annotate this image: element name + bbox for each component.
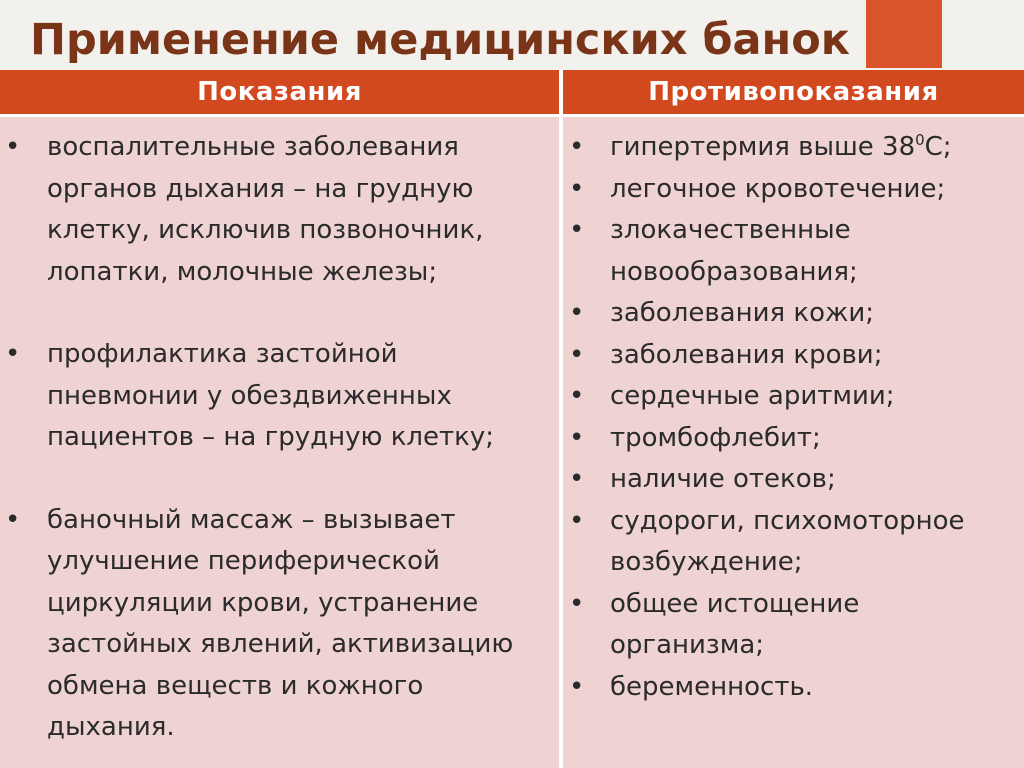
bullet-icon: •	[569, 381, 585, 411]
contraindication-text: легочное кровотечение;	[610, 173, 946, 204]
bullet-icon: •	[569, 339, 585, 370]
list-item	[0, 127, 559, 293]
contraindication-text: беременность.	[610, 671, 814, 702]
slide-title: Применение медицинских банок	[30, 15, 850, 65]
contraindication-text: заболевания кожи;	[610, 298, 875, 328]
indication-text: воспалительные заболевания органов дыхания – на грудную клетку, исключив позвоночник, лопатки, молочные железы;	[47, 132, 484, 287]
contraindication-text: наличие отеков;	[610, 464, 836, 494]
contraindication-text: общее истощение организма;	[610, 588, 860, 660]
contraindication-text: злокачественные новообразования;	[610, 215, 858, 287]
list-item	[563, 169, 1024, 211]
list-item	[563, 376, 1024, 418]
list-item	[563, 127, 1024, 169]
column-divider	[559, 70, 563, 768]
hyperthermia-text: гипертермия выше 38	[610, 132, 916, 162]
list-item	[563, 501, 1024, 584]
decorative-accent-square	[866, 0, 942, 68]
list-item	[563, 418, 1024, 460]
contraindication-text: сердечные аритмии;	[610, 381, 895, 411]
contraindication-text: заболевания крови;	[610, 339, 883, 370]
list-item	[563, 293, 1024, 335]
degree-superscript: 0	[915, 131, 925, 149]
bullet-icon: •	[569, 132, 585, 162]
list-item	[563, 459, 1024, 501]
contraindication-text: тромбофлебит;	[610, 422, 821, 453]
header-indications: Показания	[0, 70, 559, 114]
contraindications-list	[563, 127, 1024, 708]
contraindication-text: судороги, психомоторное возбуждение;	[610, 505, 965, 577]
bullet-icon: •	[569, 671, 585, 702]
indication-text: баночный массаж – вызывает улучшение периферической циркуляции крови, устранение застойных явлений, активизацию обмена веществ и кожного дыхания.	[47, 504, 514, 742]
bullet-icon: •	[569, 173, 585, 204]
row-divider	[0, 114, 1024, 117]
temperature-unit: С;	[924, 132, 952, 162]
list-item	[0, 500, 559, 749]
list-item	[563, 667, 1024, 709]
table-header-row	[0, 70, 1024, 116]
bullet-icon: •	[5, 504, 21, 535]
bullet-icon: •	[5, 339, 21, 369]
bullet-icon: •	[5, 132, 21, 162]
bullet-icon: •	[569, 588, 585, 619]
indications-list	[0, 127, 559, 768]
header-contraindications: Противопоказания	[563, 70, 1024, 114]
list-item	[563, 584, 1024, 667]
indication-text: профилактика застойной пневмонии у обездвиженных пациентов – на грудную клетку;	[47, 339, 495, 452]
bullet-icon: •	[569, 464, 585, 494]
list-item	[563, 335, 1024, 377]
contraindication-text	[610, 132, 952, 162]
bullet-icon: •	[569, 505, 585, 536]
list-item	[563, 210, 1024, 293]
comparison-table	[0, 70, 1024, 768]
bullet-icon: •	[569, 298, 585, 328]
list-item	[0, 334, 559, 459]
bullet-icon: •	[569, 422, 585, 453]
contraindications-cell	[563, 117, 1024, 768]
bullet-icon: •	[569, 215, 585, 245]
indications-cell	[0, 117, 559, 768]
